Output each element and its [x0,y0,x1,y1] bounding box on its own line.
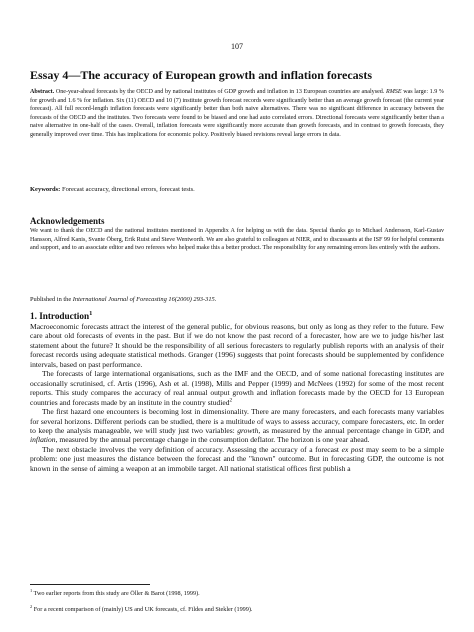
keywords-text: Forecast accuracy, directional errors, forecast tests. [60,186,195,193]
publication-prefix: Published in the [30,296,73,303]
acknowledgements-text: We want to thank the OECD and the national institutes mentioned in Appendix A for helping us with the data. Special thanks go to Michael Andersson, Karl-Gustav Hansson, Alfred Kanis, Svante Öberg, Erik Ruist and Steve Wentworth. We are also grateful to colleagues at NIER, and to discussants at the ISF 99 for helpful comments and support, and to an associate editor and two referees who helped make this a better product. The responsibility for any remaining errors lies entirely with the authors. [30,228,444,252]
paragraph-2 [30,369,444,407]
paragraph-3-text-a: The first hazard one encounters is becoming lost in dimensionality. There are many forecasters, and each forecasts many variables for several horizons. Different periods can be studied, there is a multitude of ways to assess accuracy, compare forecasters, etc. In order to keep the analysis manageable, we will study just two variables: [30,407,444,435]
paragraph-2-footnote-mark: 2 [229,397,233,404]
abstract [30,88,444,139]
paragraph-4 [30,445,444,473]
publication-note [30,296,444,303]
paragraph-4-text-a: The next obstacle involves the very definition of accuracy. Assessing the accuracy of a forecast [42,444,342,454]
footnote-2-mark: 2 [30,603,33,609]
section-body [30,322,444,473]
abstract-text-a: One-year-ahead forecasts by the OECD and by national institutes of GDP growth and inflation in 13 European countries are analysed. [54,89,386,95]
keywords [30,186,444,193]
page-number: 107 [231,42,243,51]
abstract-text-b: was large: 1.9 % for growth and 1.6 % for inflation. Six (11) OECD and 10 (7) institute growth forecast records were significantly better than an average growth forecast (the current year forecast). All full record-length inflation forecasts were significantly better than both naive alternatives. There was no significant difference in accuracy between the forecasts of the OECD and the institutes. Two forecasts were found to be biased and one had auto correlated errors. Directional forecasts were significantly better than a naive alternative in one-half of the cases. Overall, inflation forecasts were significantly more accurate than growth forecasts, and in contrast to growth forecasts, they generally improved over time. This has implications for economic policy. Positively biased revisions reveal large errors in data. [30,89,444,138]
footnote-2 [30,603,444,613]
publication-journal: International Journal of Forecasting 16(2000) 293-315. [72,296,217,303]
paragraph-4-text-b: may seem to be a simple problem: one just measures the distance between the forecast and the "known" outcome. But in forecasting GDP, the outcome is not known in the sense of aiming a weapon at an immobile target. All national statistical offices first publish a [30,444,444,473]
footnote-1-mark: 1 [30,587,33,593]
paragraph-3 [30,407,444,445]
paragraph-3-growth: growth [237,425,259,435]
section-heading-text: 1. Introduction [30,311,90,321]
acknowledgements-heading: Acknowledgements [30,216,105,226]
abstract-label: Abstract. [30,89,55,95]
paragraph-3-inflation: inflation [30,435,56,445]
footnote-2-text: For a recent comparison of (mainly) US and UK forecasts, cf. Fildes and Stekler (1999). [32,606,253,613]
abstract-rmse: RMSE [385,89,402,95]
footnote-1-text: Two earlier reports from this study are Öller & Barot (1998, 1999). [32,590,200,597]
paragraph-4-expost: ex post [341,444,364,454]
essay-title: Essay 4—The accuracy of European growth and inflation forecasts [30,68,373,82]
keywords-label: Keywords: [30,186,61,193]
paragraph-1: Macroeconomic forecasts attract the interest of the general public, for obvious reasons, but only as long as they refer to the future. Few care about old forecasts of events in the past. But if we do not know the past record of a forecaster, how are we to judge his/her last statement about the future? It should be the responsibility of all serious forecasters to regularly publish reports with an analysis of their forecast records using adequate statistical methods. Granger (1996) suggests that point forecasts should be supplemented by confidence intervals, based on past performance. [30,322,444,369]
section-heading-footnote-mark: 1 [89,309,93,317]
footnote-1 [30,587,444,597]
paragraph-2-text: The forecasts of large international organisations, such as the IMF and the OECD, and of some national forecasting institutes are occasionally scrutinised, cf. Artis (1996), Ash et al. (1998), Mills and Pepper (1999) and McNees (1992) for some of the most recent reports. This study compares the accuracy of real annual output growth and inflation forecasts made by the OECD for 13 European countries and forecasts made by an institute in the country studied [30,369,444,407]
section-heading [30,311,92,321]
paragraph-3-text-b: , as measured by the annual percentage change in GDP, and [258,425,445,435]
footnote-rule [30,584,150,585]
paragraph-3-text-c: , measured by the annual percentage change in the consumption deflator. The horizon is one year ahead. [55,435,370,445]
